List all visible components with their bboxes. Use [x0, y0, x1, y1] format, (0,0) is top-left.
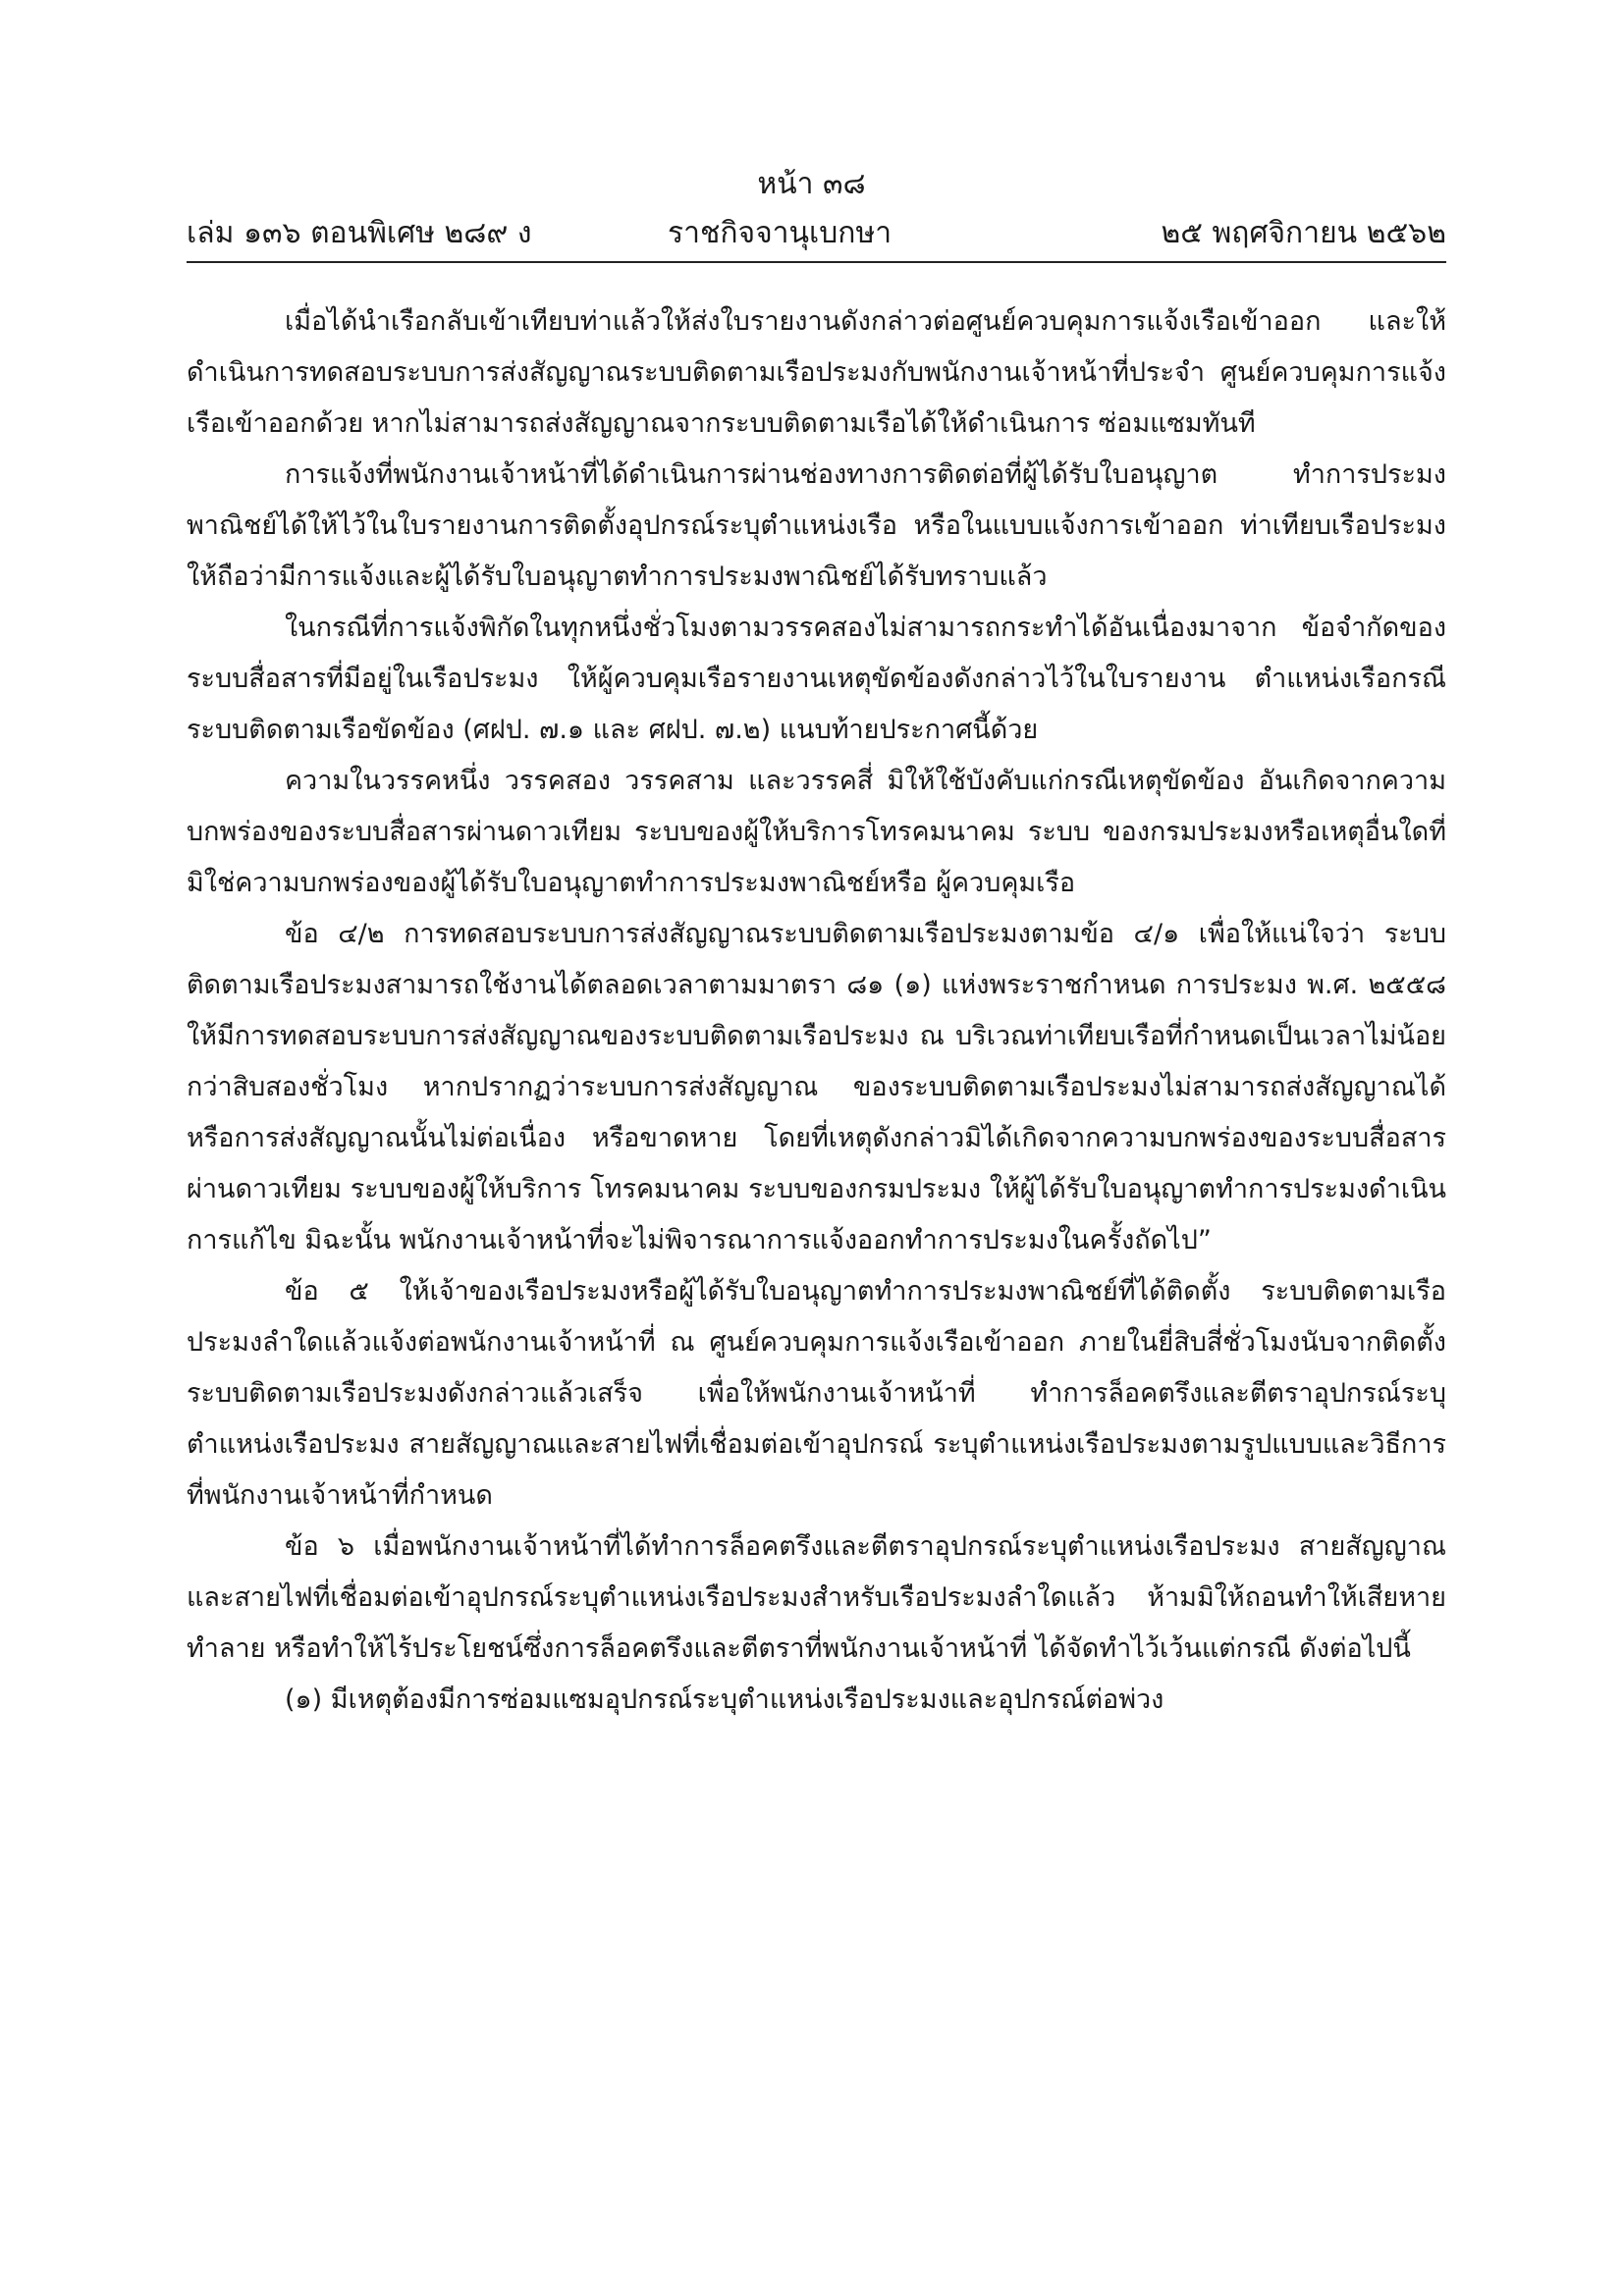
publication-date: ๒๕ พฤศจิกายน ๒๕๖๒: [1161, 216, 1446, 250]
paragraph: ความในวรรคหนึ่ง วรรคสอง วรรคสาม และวรรคสี่ มิให้ใช้บังคับแก่กรณีเหตุขัดข้อง อันเกิดจากความบกพร่องของระบบสื่อสารผ่านดาวเทียม ระบบของผู้ให้บริการโทรคมนาคม ระบบ ของกรมประมงหรือเหตุอื่นใดที่มิใช่ความบกพร่องของผู้ได้รับใบอนุญาตทำการประมงพาณิชย์หรือ ผู้ควบคุมเรือ: [187, 766, 1446, 898]
list-item: (๑) มีเหตุต้องมีการซ่อมแซมอุปกรณ์ระบุตำแหน่งเรือประมงและอุปกรณ์ต่อพ่วง: [285, 1684, 1164, 1715]
gazette-header: [187, 210, 1446, 257]
clause-6: ข้อ ๖ เมื่อพนักงานเจ้าหน้าที่ได้ทำการล็อคตรึงและตีตราอุปกรณ์ระบุตำแหน่งเรือประมง สายสัญญาณและสายไฟที่เชื่อมต่อเข้าอุปกรณ์ระบุตำแหน่งเรือประมงสำหรับเรือประมงลำใดแล้ว ห้ามมิให้ถอนทำให้เสียหาย ทำลาย หรือทำให้ไร้ประโยชน์ซึ่งการล็อคตรึงและตีตราที่พนักงานเจ้าหน้าที่ ได้จัดทำไว้เว้นแต่กรณี ดังต่อไปนี้: [187, 1531, 1446, 1664]
clause-4-2: ข้อ ๔/๒ การทดสอบระบบการส่งสัญญาณระบบติดตามเรือประมงตามข้อ ๔/๑ เพื่อให้แน่ใจว่า ระบบติดตามเรือประมงสามารถใช้งานได้ตลอดเวลาตามมาตรา ๘๑ (๑) แห่งพระราชกำหนด การประมง พ.ศ. ๒๕๕๘ ให้มีการทดสอบระบบการส่งสัญญาณของระบบติดตามเรือประมง ณ บริเวณท่าเทียบเรือที่กำหนดเป็นเวลาไม่น้อยกว่าสิบสองชั่วโมง หากปรากฏว่าระบบการส่งสัญญาณ ของระบบติดตามเรือประมงไม่สามารถส่งสัญญาณได้ หรือการส่งสัญญาณนั้นไม่ต่อเนื่อง หรือขาดหาย โดยที่เหตุดังกล่าวมิได้เกิดจากความบกพร่องของระบบสื่อสารผ่านดาวเทียม ระบบของผู้ให้บริการ โทรคมนาคม ระบบของกรมประมง ให้ผู้ได้รับใบอนุญาตทำการประมงดำเนินการแก้ไข มิฉะนั้น พนักงานเจ้าหน้าที่จะไม่พิจารณาการแจ้งออกทำการประมงในครั้งถัดไป”: [187, 919, 1446, 1255]
clause-5: ข้อ ๕ ให้เจ้าของเรือประมงหรือผู้ได้รับใบอนุญาตทำการประมงพาณิชย์ที่ได้ติดตั้ง ระบบติดตามเรือประมงลำใดแล้วแจ้งต่อพนักงานเจ้าหน้าที่ ณ ศูนย์ควบคุมการแจ้งเรือเข้าออก ภายในยี่สิบสี่ชั่วโมงนับจากติดตั้งระบบติดตามเรือประมงดังกล่าวแล้วเสร็จ เพื่อให้พนักงานเจ้าหน้าที่ ทำการล็อคตรึงและตีตราอุปกรณ์ระบุตำแหน่งเรือประมง สายสัญญาณและสายไฟที่เชื่อมต่อเข้าอุปกรณ์ ระบุตำแหน่งเรือประมงตามรูปแบบและวิธีการที่พนักงานเจ้าหน้าที่กำหนด: [187, 1276, 1446, 1511]
volume-issue: เล่ม ๑๓๖ ตอนพิเศษ ๒๘๙ ง: [187, 216, 532, 250]
page-number: หน้า ๓๘: [757, 167, 866, 201]
paragraph: เมื่อได้นำเรือกลับเข้าเทียบท่าแล้วให้ส่งใบรายงานดังกล่าวต่อศูนย์ควบคุมการแจ้งเรือเข้าออก และให้ดำเนินการทดสอบระบบการส่งสัญญาณระบบติดตามเรือประมงกับพนักงานเจ้าหน้าที่ประจำ ศูนย์ควบคุมการแจ้งเรือเข้าออกด้วย หากไม่สามารถส่งสัญญาณจากระบบติดตามเรือได้ให้ดำเนินการ ซ่อมแซมทันที: [187, 306, 1446, 439]
publication-title: ราชกิจจานุเบกษา: [668, 216, 893, 250]
document-body: [187, 296, 1446, 1726]
header-divider: [187, 261, 1446, 263]
paragraph: ในกรณีที่การแจ้งพิกัดในทุกหนึ่งชั่วโมงตามวรรคสองไม่สามารถกระทำได้อันเนื่องมาจาก ข้อจำกัดของระบบสื่อสารที่มีอยู่ในเรือประมง ให้ผู้ควบคุมเรือรายงานเหตุขัดข้องดังกล่าวไว้ในใบรายงาน ตำแหน่งเรือกรณีระบบติดตามเรือขัดข้อง (ศฝป. ๗.๑ และ ศฝป. ๗.๒) แนบท้ายประกาศนี้ด้วย: [187, 613, 1446, 745]
paragraph: การแจ้งที่พนักงานเจ้าหน้าที่ได้ดำเนินการผ่านช่องทางการติดต่อที่ผู้ได้รับใบอนุญาต ทำการประมงพาณิชย์ได้ให้ไว้ในใบรายงานการติดตั้งอุปกรณ์ระบุตำแหน่งเรือ หรือในแบบแจ้งการเข้าออก ท่าเทียบเรือประมงให้ถือว่ามีการแจ้งและผู้ได้รับใบอนุญาตทำการประมงพาณิชย์ได้รับทราบแล้ว: [187, 459, 1446, 592]
